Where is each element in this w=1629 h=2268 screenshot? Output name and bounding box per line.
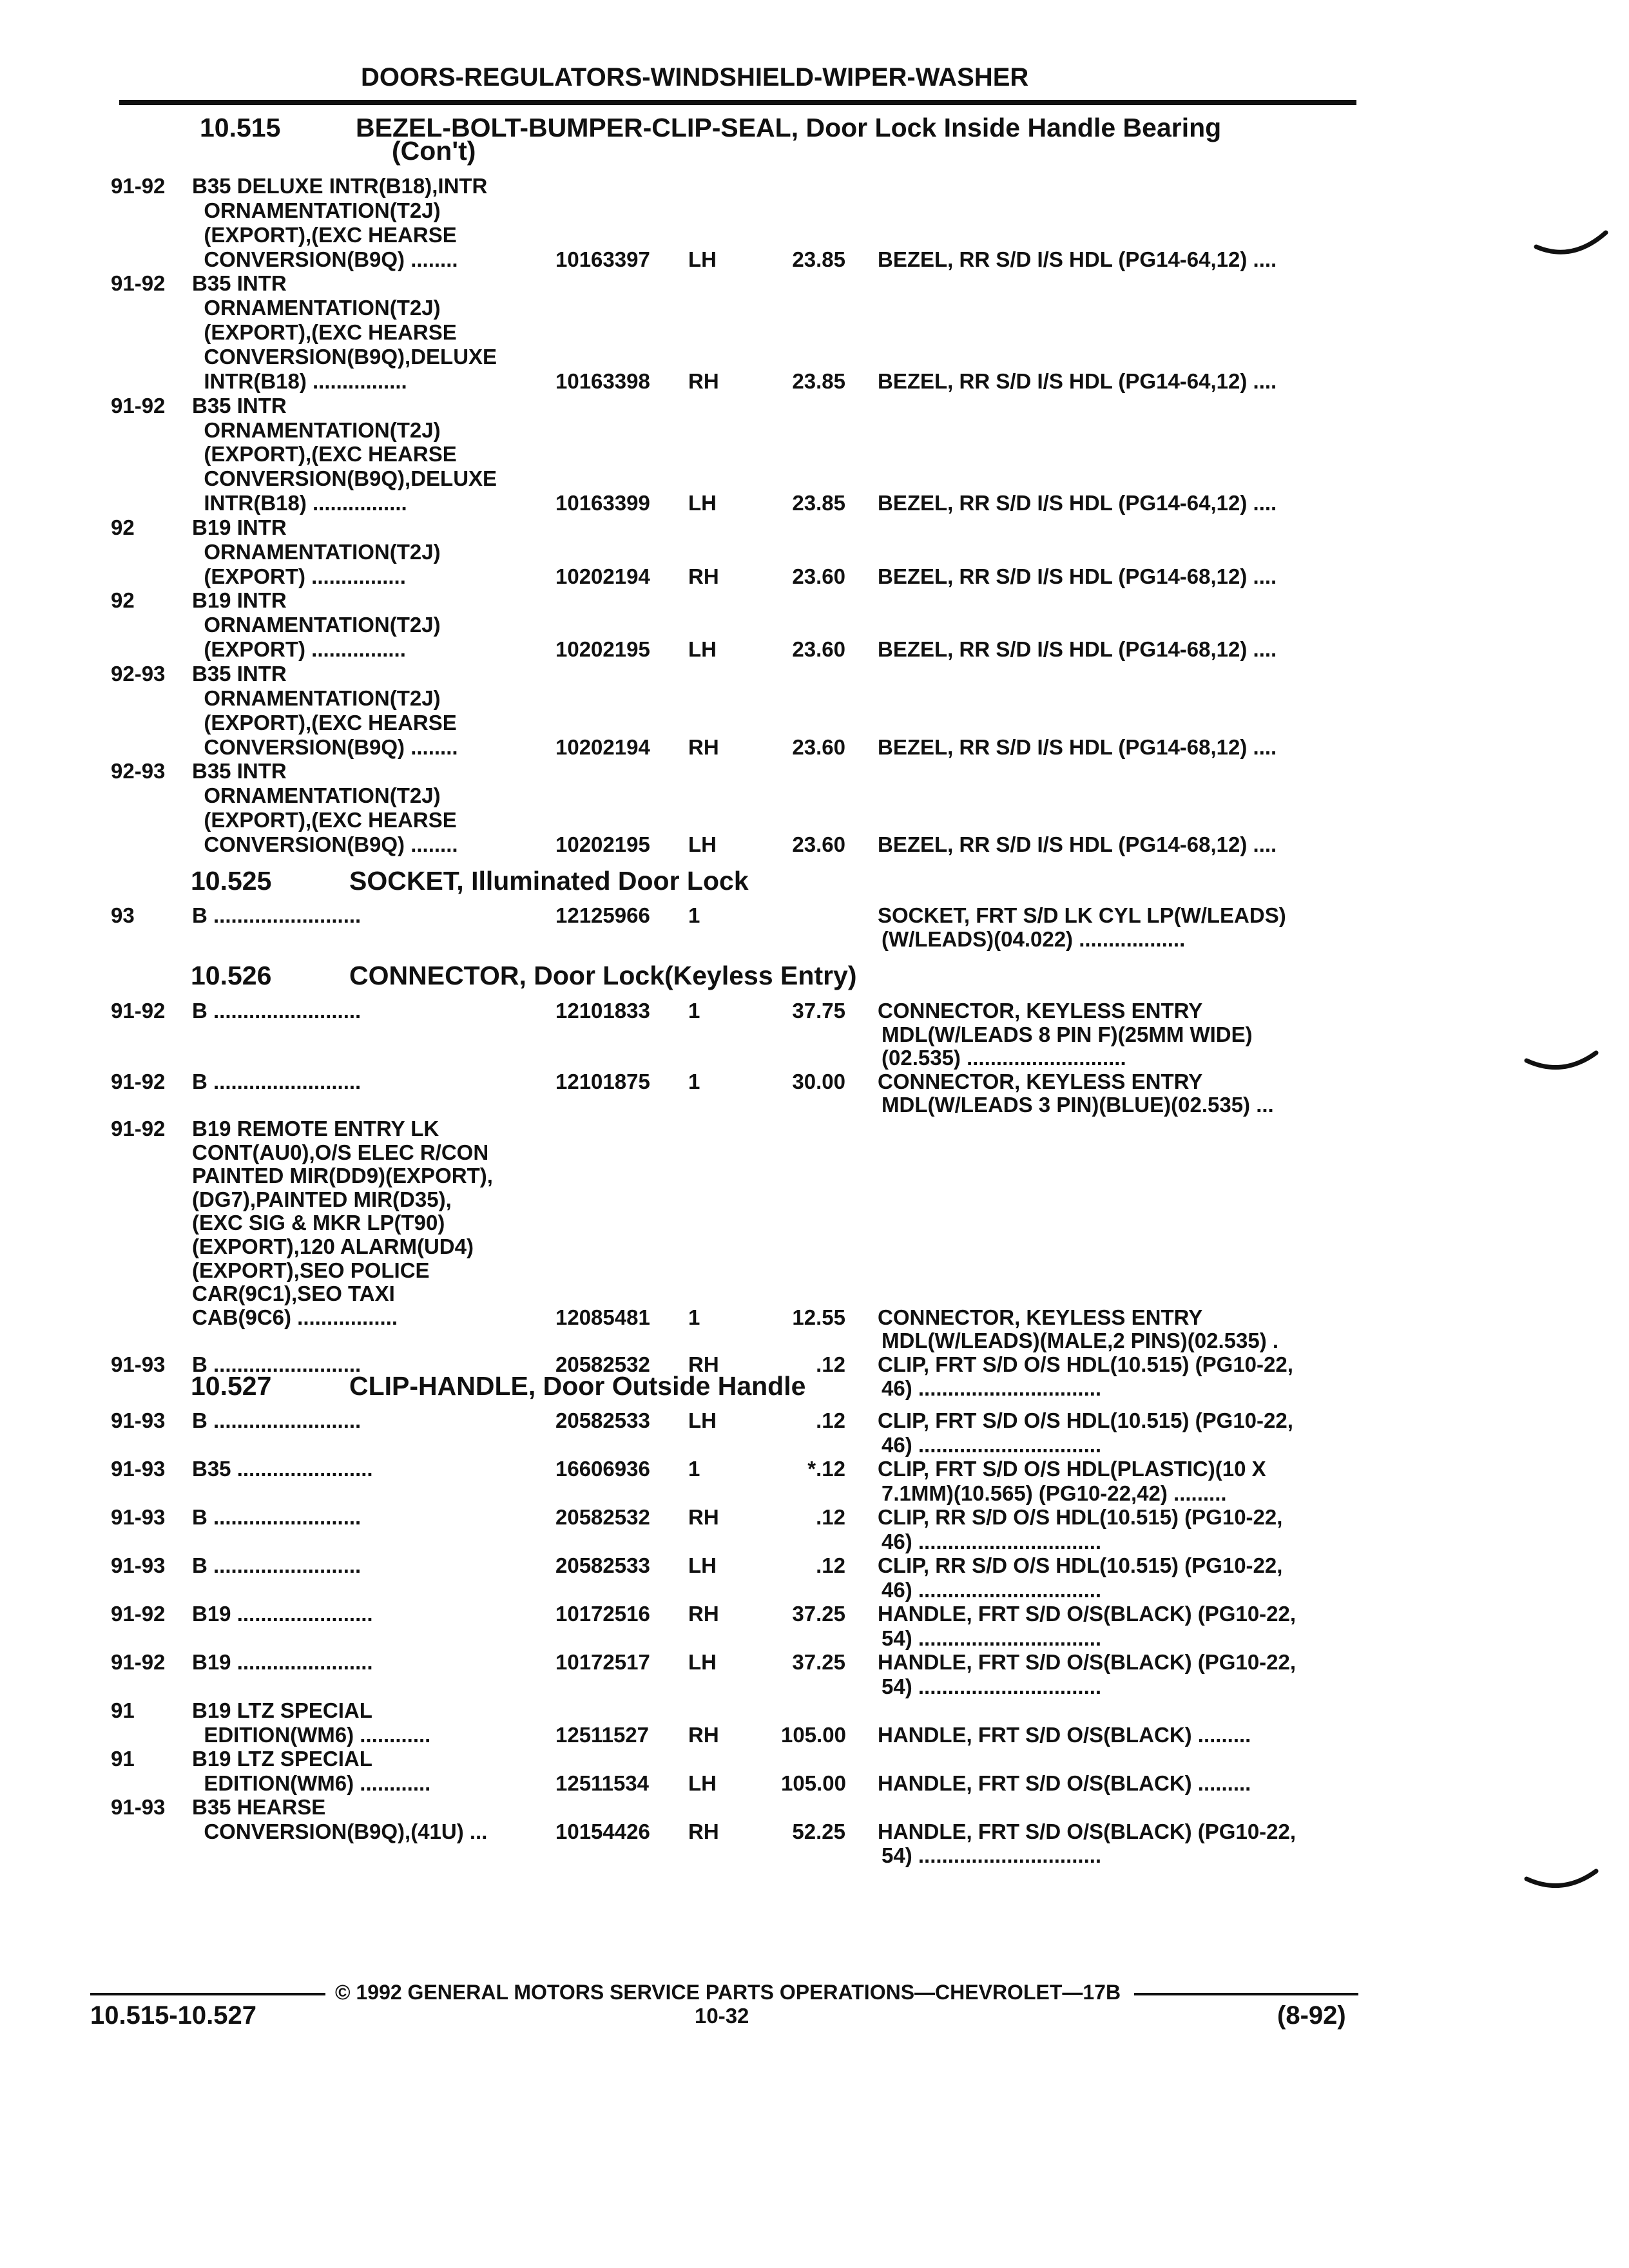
section-title: CLIP-HANDLE, Door Outside Handle: [349, 1371, 806, 1401]
price: 12.55: [792, 1305, 845, 1329]
part-number: 20582533: [555, 1553, 650, 1577]
application-text: B .........................: [192, 999, 361, 1023]
part-description: HANDLE, FRT S/D O/S(BLACK) (PG10-22,: [878, 1602, 1296, 1626]
model-year: 91: [111, 1747, 135, 1771]
price: 23.60: [792, 832, 845, 856]
price: 23.60: [792, 735, 845, 759]
application-text: CONVERSION(B9Q),DELUXE: [192, 345, 497, 369]
part-description: (W/LEADS)(04.022) ..................: [882, 927, 1186, 951]
application-text: B35 .......................: [192, 1457, 373, 1481]
model-year: 92-93: [111, 662, 166, 686]
part-description: HANDLE, FRT S/D O/S(BLACK) (PG10-22,: [878, 1820, 1296, 1843]
footer-range: 10.515-10.527: [90, 2001, 257, 2030]
model-year: 91-92: [111, 1602, 166, 1626]
part-number: 10154426: [555, 1820, 650, 1843]
quantity: RH: [688, 1352, 719, 1376]
application-text: INTR(B18) ................: [192, 369, 407, 393]
application-text: (EXPORT),120 ALARM(UD4): [192, 1235, 474, 1258]
application-text: B19 .......................: [192, 1602, 373, 1626]
part-description: BEZEL, RR S/D I/S HDL (PG14-64,12) ....: [878, 491, 1277, 515]
part-description: 54) ...............................: [882, 1843, 1102, 1867]
application-text: ORNAMENTATION(T2J): [192, 613, 441, 637]
part-number: 16606936: [555, 1457, 650, 1481]
application-text: B35 DELUXE INTR(B18),INTR: [192, 174, 488, 198]
quantity: 1: [688, 999, 700, 1023]
price: 23.60: [792, 564, 845, 588]
model-year: 91-93: [111, 1553, 166, 1577]
part-description: SOCKET, FRT S/D LK CYL LP(W/LEADS): [878, 903, 1286, 927]
application-text: PAINTED MIR(DD9)(EXPORT),: [192, 1164, 493, 1187]
model-year: 92-93: [111, 759, 166, 783]
part-number: 10172517: [555, 1650, 650, 1674]
quantity: RH: [688, 1602, 719, 1626]
part-description: (02.535) ...........................: [882, 1046, 1126, 1070]
part-number: 10202195: [555, 637, 650, 661]
quantity: LH: [688, 1771, 717, 1795]
application-text: B19 .......................: [192, 1650, 373, 1674]
application-text: (EXPORT) ................: [192, 564, 406, 588]
quantity: LH: [688, 247, 717, 271]
part-number: 20582533: [555, 1408, 650, 1432]
model-year: 91-93: [111, 1408, 166, 1432]
price: .12: [816, 1505, 845, 1529]
part-number: 12101875: [555, 1070, 650, 1093]
part-description: 7.1MM)(10.565) (PG10-22,42) .........: [882, 1481, 1227, 1505]
part-number: 10202194: [555, 564, 650, 588]
model-year: 92: [111, 515, 135, 539]
part-number: 12101833: [555, 999, 650, 1023]
part-description: CLIP, FRT S/D O/S HDL(10.515) (PG10-22,: [878, 1352, 1293, 1376]
part-description: CLIP, RR S/D O/S HDL(10.515) (PG10-22,: [878, 1505, 1283, 1529]
application-text: ORNAMENTATION(T2J): [192, 540, 441, 564]
price: 23.60: [792, 637, 845, 661]
quantity: RH: [688, 1505, 719, 1529]
model-year: 91-93: [111, 1795, 166, 1819]
part-description: 46) ...............................: [882, 1530, 1102, 1553]
model-year: 91-92: [111, 174, 166, 198]
quantity: RH: [688, 735, 719, 759]
price: 30.00: [792, 1070, 845, 1093]
application-text: B35 INTR: [192, 662, 287, 686]
model-year: 93: [111, 903, 135, 927]
price: .12: [816, 1408, 845, 1432]
application-text: (EXC SIG & MKR LP(T90): [192, 1211, 445, 1235]
quantity: LH: [688, 637, 717, 661]
price: .12: [816, 1352, 845, 1376]
application-text: ORNAMENTATION(T2J): [192, 783, 441, 807]
section-title: BEZEL-BOLT-BUMPER-CLIP-SEAL, Door Lock Inside Handle Bearing: [356, 113, 1222, 142]
application-text: CONVERSION(B9Q),DELUXE: [192, 466, 497, 490]
application-text: B19 REMOTE ENTRY LK: [192, 1117, 439, 1140]
page-header-title: DOORS-REGULATORS-WINDSHIELD-WIPER-WASHER: [361, 63, 1029, 91]
part-description: MDL(W/LEADS 8 PIN F)(25MM WIDE): [882, 1023, 1253, 1046]
application-text: CONT(AU0),O/S ELEC R/CON: [192, 1140, 489, 1164]
part-description: CONNECTOR, KEYLESS ENTRY: [878, 999, 1203, 1023]
part-description: MDL(W/LEADS 3 PIN)(BLUE)(02.535) ...: [882, 1093, 1274, 1117]
application-text: ORNAMENTATION(T2J): [192, 296, 441, 320]
price: *.12: [807, 1457, 845, 1481]
part-number: 10172516: [555, 1602, 650, 1626]
part-description: CONNECTOR, KEYLESS ENTRY: [878, 1305, 1203, 1329]
quantity: RH: [688, 564, 719, 588]
binder-hole-mark-icon: [1524, 1050, 1601, 1082]
application-text: (EXPORT),(EXC HEARSE: [192, 711, 457, 735]
section-continued: (Con't): [392, 136, 476, 166]
model-year: 91-93: [111, 1505, 166, 1529]
application-text: (DG7),PAINTED MIR(D35),: [192, 1187, 452, 1211]
application-text: CONVERSION(B9Q) ........: [192, 735, 458, 759]
quantity: 1: [688, 903, 700, 927]
part-number: 20582532: [555, 1505, 650, 1529]
part-description: 46) ...............................: [882, 1433, 1102, 1457]
quantity: LH: [688, 1408, 717, 1432]
binder-hole-mark-icon: [1534, 229, 1611, 267]
footer-page-number: 10-32: [695, 2004, 749, 2028]
model-year: 91-92: [111, 1117, 166, 1140]
application-text: B19 INTR: [192, 588, 287, 612]
quantity: 1: [688, 1070, 700, 1093]
part-number: 10202195: [555, 832, 650, 856]
application-text: (EXPORT),(EXC HEARSE: [192, 320, 457, 344]
part-description: CLIP, FRT S/D O/S HDL(PLASTIC)(10 X: [878, 1457, 1266, 1481]
application-text: CONVERSION(B9Q) ........: [192, 247, 458, 271]
application-text: B .........................: [192, 903, 361, 927]
application-text: (EXPORT),(EXC HEARSE: [192, 223, 457, 247]
part-description: BEZEL, RR S/D I/S HDL (PG14-68,12) ....: [878, 735, 1277, 759]
model-year: 91-92: [111, 1070, 166, 1093]
quantity: LH: [688, 491, 717, 515]
model-year: 91-92: [111, 1650, 166, 1674]
model-year: 91-93: [111, 1352, 166, 1376]
application-text: CAR(9C1),SEO TAXI: [192, 1282, 395, 1305]
part-number: 10163397: [555, 247, 650, 271]
price: 37.25: [792, 1602, 845, 1626]
application-text: B19 LTZ SPECIAL: [192, 1698, 372, 1722]
application-text: B19 INTR: [192, 515, 287, 539]
model-year: 91-92: [111, 394, 166, 418]
quantity: RH: [688, 369, 719, 393]
price: 105.00: [781, 1771, 846, 1795]
part-number: 10163398: [555, 369, 650, 393]
part-description: 46) ...............................: [882, 1578, 1102, 1602]
part-description: BEZEL, RR S/D I/S HDL (PG14-64,12) ....: [878, 247, 1277, 271]
part-description: CLIP, RR S/D O/S HDL(10.515) (PG10-22,: [878, 1553, 1283, 1577]
section-number: 10.525: [191, 866, 272, 896]
part-number: 10163399: [555, 491, 650, 515]
part-description: BEZEL, RR S/D I/S HDL (PG14-64,12) ....: [878, 369, 1277, 393]
part-description: HANDLE, FRT S/D O/S(BLACK) (PG10-22,: [878, 1650, 1296, 1674]
quantity: RH: [688, 1820, 719, 1843]
section-title: CONNECTOR, Door Lock(Keyless Entry): [349, 961, 857, 990]
part-description: 46) ...............................: [882, 1376, 1102, 1400]
application-text: B35 INTR: [192, 394, 287, 418]
application-text: B .........................: [192, 1553, 361, 1577]
application-text: ORNAMENTATION(T2J): [192, 686, 441, 710]
application-text: CAB(9C6) .................: [192, 1305, 398, 1329]
price: 23.85: [792, 491, 845, 515]
part-description: CONNECTOR, KEYLESS ENTRY: [878, 1070, 1203, 1093]
part-number: 10202194: [555, 735, 650, 759]
price: 23.85: [792, 247, 845, 271]
application-text: B .........................: [192, 1070, 361, 1093]
part-number: 12125966: [555, 903, 650, 927]
price: 37.25: [792, 1650, 845, 1674]
footer-date: (8-92): [1277, 2001, 1346, 2030]
part-description: 54) ...............................: [882, 1675, 1102, 1698]
section-number: 10.515: [200, 113, 281, 142]
part-number: 20582532: [555, 1352, 650, 1376]
application-text: B .........................: [192, 1505, 361, 1529]
application-text: EDITION(WM6) ............: [192, 1723, 431, 1747]
application-text: (EXPORT),(EXC HEARSE: [192, 442, 457, 466]
quantity: LH: [688, 832, 717, 856]
model-year: 91: [111, 1698, 135, 1722]
quantity: LH: [688, 1553, 717, 1577]
footer-rule-right: [1134, 1993, 1358, 1995]
footer-copyright: © 1992 GENERAL MOTORS SERVICE PARTS OPERATIONS—CHEVROLET—17B: [335, 1981, 1121, 2004]
application-text: B .........................: [192, 1408, 361, 1432]
quantity: 1: [688, 1457, 700, 1481]
application-text: INTR(B18) ................: [192, 491, 407, 515]
part-description: HANDLE, FRT S/D O/S(BLACK) .........: [878, 1771, 1251, 1795]
application-text: B19 LTZ SPECIAL: [192, 1747, 372, 1771]
part-description: BEZEL, RR S/D I/S HDL (PG14-68,12) ....: [878, 832, 1277, 856]
part-description: HANDLE, FRT S/D O/S(BLACK) .........: [878, 1723, 1251, 1747]
model-year: 91-92: [111, 271, 166, 295]
application-text: CONVERSION(B9Q),(41U) ...: [192, 1820, 488, 1843]
part-number: 12085481: [555, 1305, 650, 1329]
application-text: ORNAMENTATION(T2J): [192, 198, 441, 222]
quantity: LH: [688, 1650, 717, 1674]
footer-rule-left: [90, 1993, 325, 1995]
price: 37.75: [792, 999, 845, 1023]
application-text: B35 HEARSE: [192, 1795, 326, 1819]
part-description: 54) ...............................: [882, 1626, 1102, 1650]
part-description: BEZEL, RR S/D I/S HDL (PG14-68,12) ....: [878, 637, 1277, 661]
price: .12: [816, 1553, 845, 1577]
application-text: (EXPORT),SEO POLICE: [192, 1258, 430, 1282]
binder-hole-mark-icon: [1524, 1869, 1601, 1901]
part-description: BEZEL, RR S/D I/S HDL (PG14-68,12) ....: [878, 564, 1277, 588]
price: 105.00: [781, 1723, 846, 1747]
model-year: 92: [111, 588, 135, 612]
quantity: RH: [688, 1723, 719, 1747]
quantity: 1: [688, 1305, 700, 1329]
application-text: B35 INTR: [192, 271, 287, 295]
application-text: CONVERSION(B9Q) ........: [192, 832, 458, 856]
application-text: (EXPORT) ................: [192, 637, 406, 661]
part-description: CLIP, FRT S/D O/S HDL(10.515) (PG10-22,: [878, 1408, 1293, 1432]
price: 52.25: [792, 1820, 845, 1843]
section-number: 10.527: [191, 1371, 272, 1401]
price: 23.85: [792, 369, 845, 393]
application-text: B .........................: [192, 1352, 361, 1376]
part-number: 12511527: [555, 1723, 650, 1747]
model-year: 91-93: [111, 1457, 166, 1481]
part-number: 12511534: [555, 1771, 650, 1795]
application-text: EDITION(WM6) ............: [192, 1771, 431, 1795]
section-number: 10.526: [191, 961, 272, 990]
application-text: (EXPORT),(EXC HEARSE: [192, 808, 457, 832]
model-year: 91-92: [111, 999, 166, 1023]
application-text: B35 INTR: [192, 759, 287, 783]
part-description: MDL(W/LEADS)(MALE,2 PINS)(02.535) .: [882, 1329, 1279, 1352]
section-title: SOCKET, Illuminated Door Lock: [349, 866, 749, 896]
application-text: ORNAMENTATION(T2J): [192, 418, 441, 442]
header-rule: [119, 100, 1356, 105]
